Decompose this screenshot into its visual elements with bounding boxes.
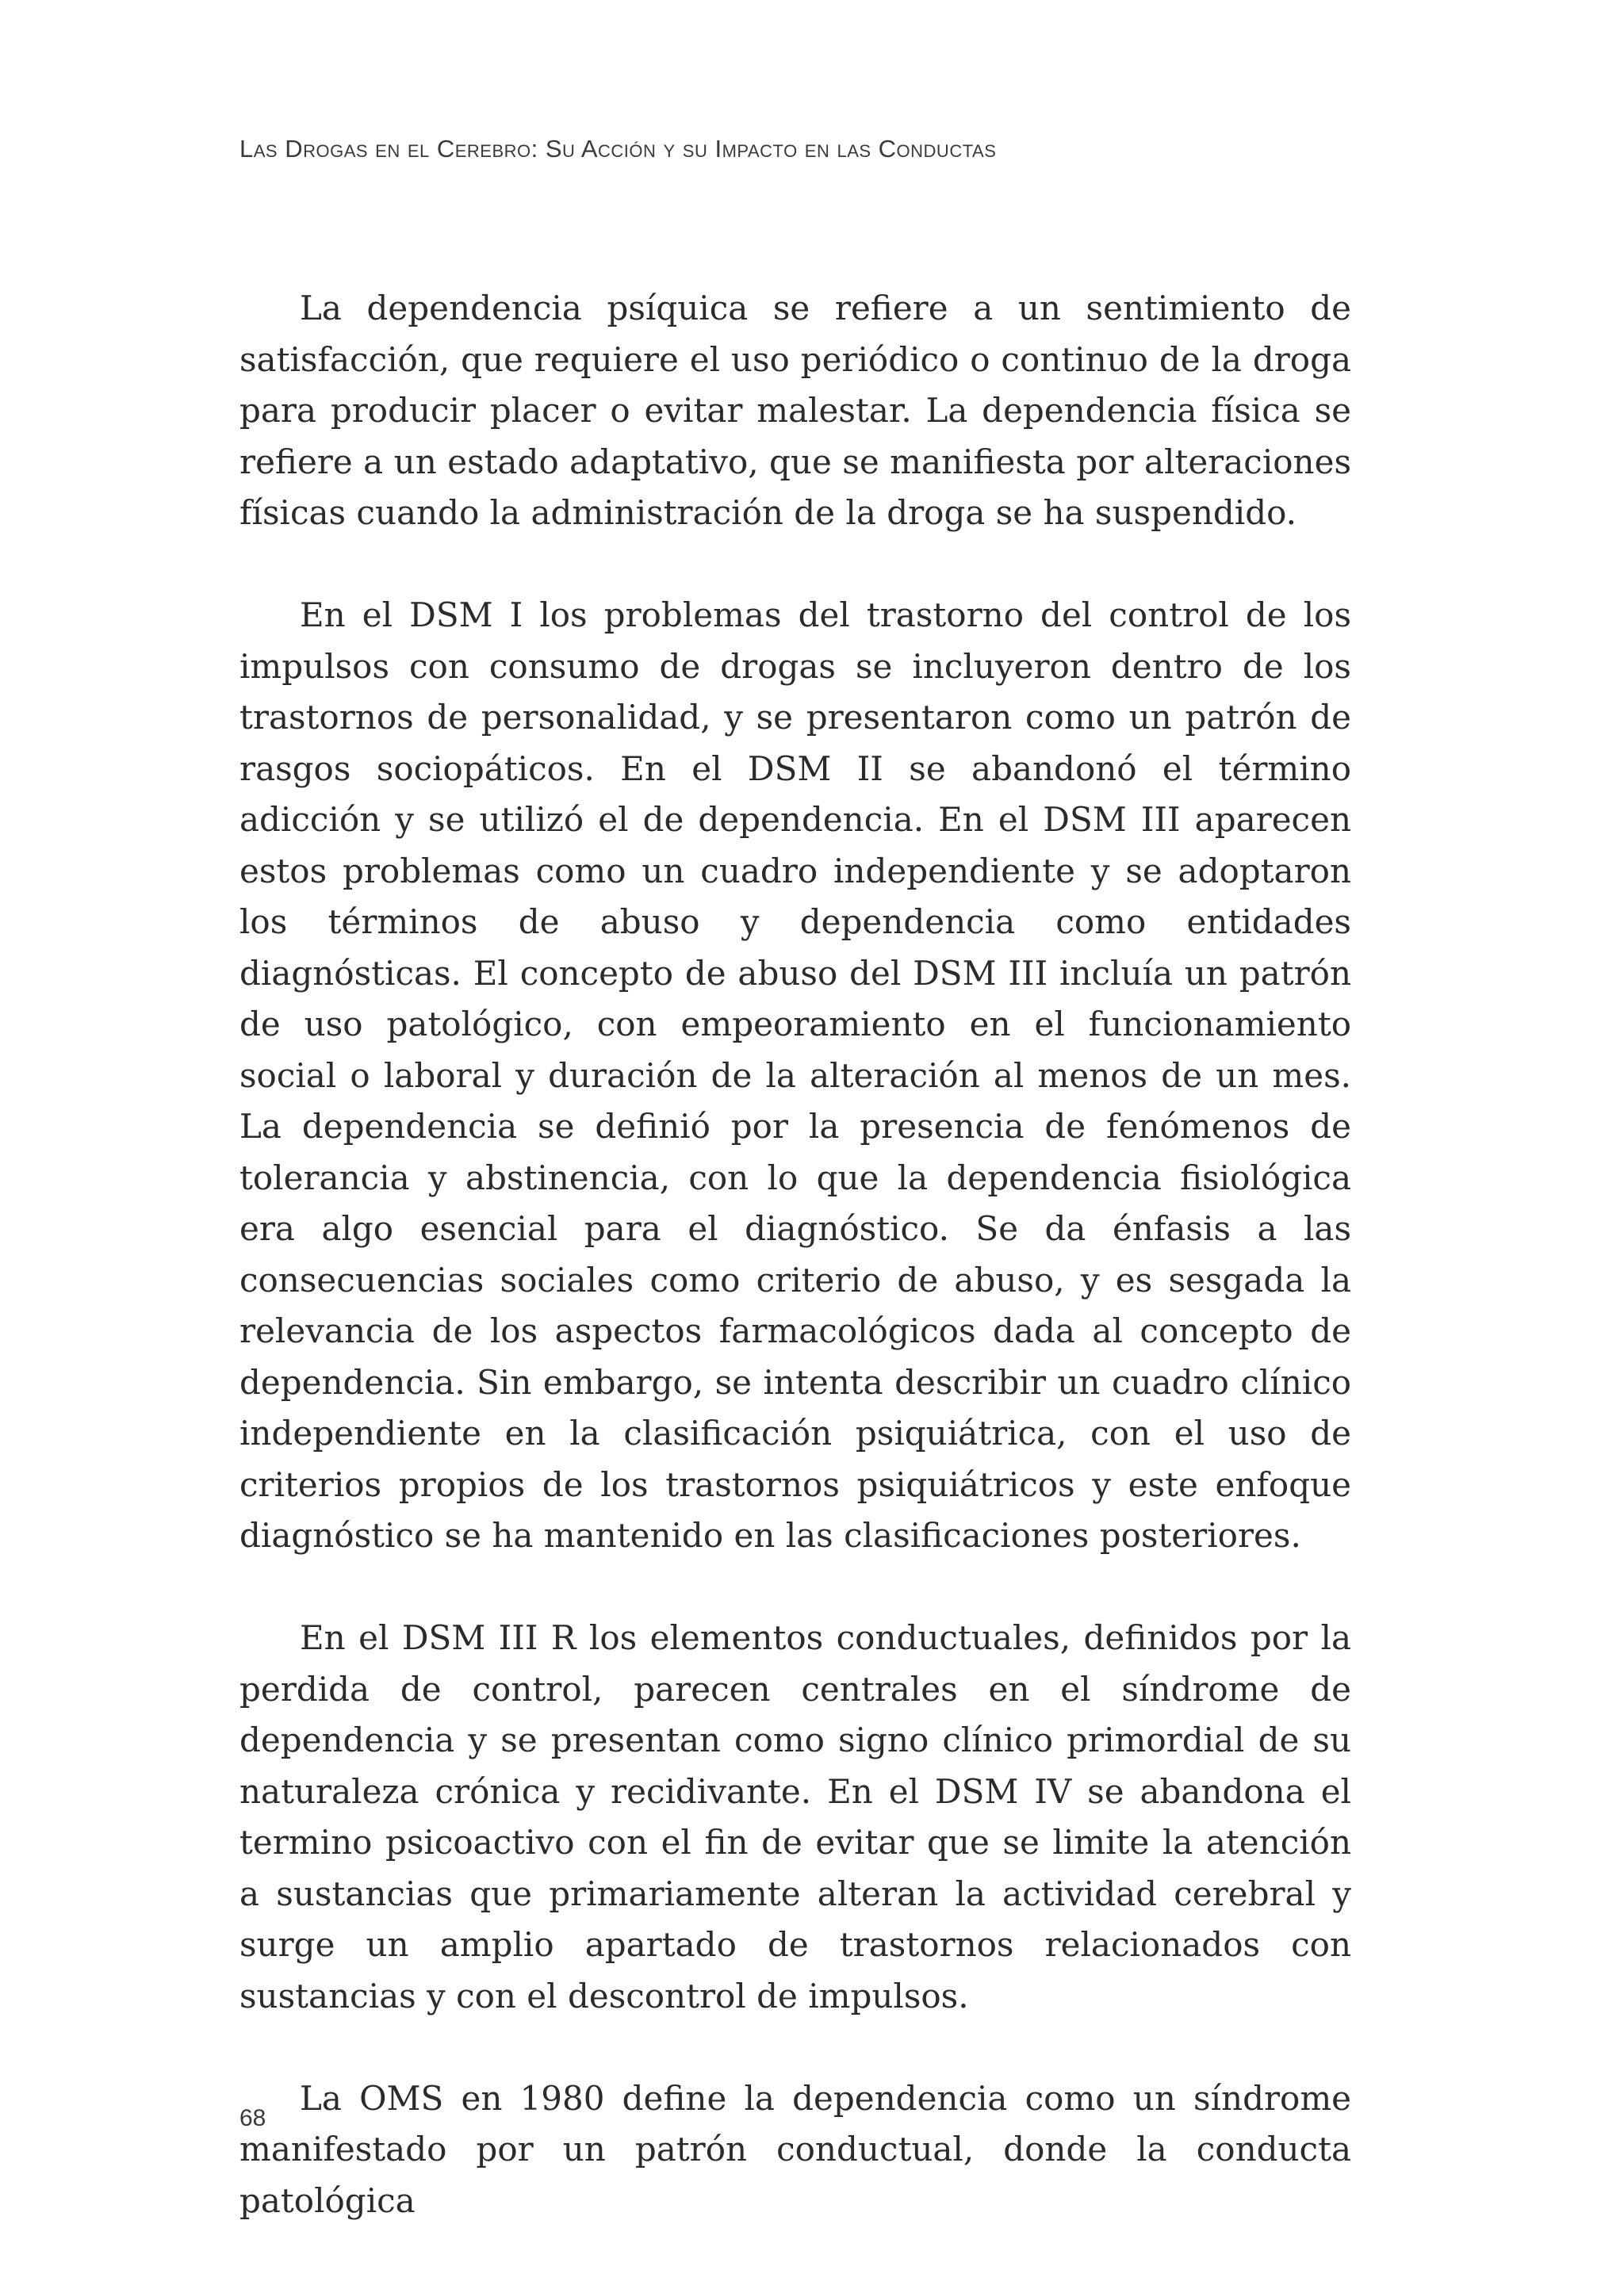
page-number: 68 [239, 2105, 266, 2131]
running-header: Las Drogas en el Cerebro: Su Acción y su Impacto en las Conductas [239, 135, 997, 163]
paragraph: La OMS en 1980 define la dependencia como un síndrome manifestado por un patrón conductual, donde la conducta patológica [239, 2078, 1351, 2220]
paragraph: En el DSM III R los elementos conductuales, definidos por la perdida de control, parecen centrales en el síndrome de dependencia y se presentan como signo clínico primordial de su naturaleza crónica y recidivante. En el DSM IV se abandona el termino psicoactivo con el fin de evitar que se limite la atención a sustancias que primariamente alteran la actividad cerebral y surge un amplio apartado de trastornos relacionados con sustancias y con el descontrol de impulsos. [239, 1618, 1351, 2015]
paragraph: La dependencia psíquica se refiere a un sentimiento de satisfacción, que requiere el uso periódico o continuo de la droga para producir placer o evitar malestar. La dependencia física se refiere a un estado adaptativo, que se manifiesta por alteraciones físicas cuando la administración de la droga se ha suspendido. [239, 289, 1351, 532]
paragraph: En el DSM I los problemas del trastorno del control de los impulsos con consumo de drogas se incluyeron dentro de los trastornos de personalidad, y se presentaron como un patrón de rasgos sociopáticos. En el DSM II se abandonó el término adicción y se utilizó el de dependencia. En el DSM III aparecen estos problemas como un cuadro independiente y se adoptaron los términos de abuso y dependencia como entidades diagnósticas. El concepto de abuso del DSM III incluía un patrón de uso patológico, con empeoramiento en el funcionamiento social o laboral y duración de la alteración al menos de un mes. La dependencia se definió por la presencia de fenómenos de tolerancia y abstinencia, con lo que la dependencia fisiológica era algo esencial para el diagnóstico. Se da énfasis a las consecuencias sociales como criterio de abuso, y es sesgada la relevancia de los aspectos farmacológicos dada al concepto de dependencia. Sin embargo, se intenta describir un cuadro clínico independiente en la clasificación psiquiátrica, con el uso de criterios propios de los trastornos psiquiátricos y este enfoque diagnóstico se ha mantenido en las clasificaciones posteriores. [239, 595, 1351, 1555]
body-text [239, 283, 1351, 2226]
